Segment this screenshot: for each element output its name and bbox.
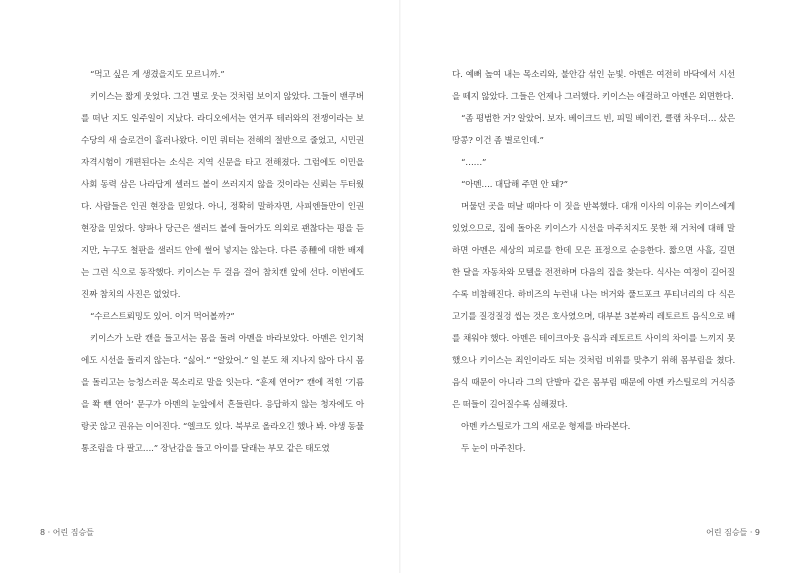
paragraph: “좀 평범한 거? 알았어. 보자. 베이크드 빈, 피밀 베이컨, 클램 차우더… 샀은 땅콩? 이건 좀 별로인데.” (452, 114, 735, 146)
page-footer: 8 · 어린 짐승들 (40, 528, 94, 537)
paragraph: 다. 예뻐 높여 내는 목소리와, 불안감 섞인 눈빛. 아멘은 여전히 바닥에서 시선을 떼지 않았다. 그들은 언제나 그러했다. 키이스는 애걸하고 아멘은 외면한다. (452, 70, 735, 102)
paragraph: “……” (461, 158, 487, 168)
right-page-text (452, 64, 735, 460)
paragraph: 머물던 곳을 떠날 때마다 이 짓을 반복했다. 대개 이사의 이유는 키이스에게 있었으므로, 집에 돌아온 키이스가 시선을 마주치지도 못한 채 거처에 대해 말하면 아멘은 세상의 피로를 한데 모은 표정으로 순응한다. 짧으면 사흘, 길면 한 달을 자동차와 모텔을 전전하며 다음의 집을 찾는다. 식사는 여정이 길어질수록 비참해진다. 하비즈의 누런내 나는 버거와 풀드포크 푸티너리의 다 식은 고기를 질겅질겅 씹는 것은 호사였으며, 대부분 3분짜리 레토르트 음식으로 배를 채워야 했다. 아멘은 테이크아웃 음식과 레토르트 사이의 차이를 느끼지 못했으나 키이스는 죄인이라도 되는 것처럼 비위를 맞추기 위해 몸부림을 쳤다. 음식 때문이 아니라 그의 단발마 같은 몸부림 때문에 아멘 카스틸로의 거식증은 떠들이 길어질수록 심해졌다. (452, 202, 735, 410)
left-page-text (81, 64, 364, 460)
paragraph: “아멘…. 대답해 주면 안 돼?” (461, 180, 568, 190)
paragraph: 두 눈이 마주친다. (461, 444, 526, 454)
paragraph: 아멘 카스틸로가 그의 새로운 형제를 바라본다. (461, 422, 631, 432)
paragraph: 키이스는 짧게 웃었다. 그건 별로 웃는 것처럼 보이지 않았다. 그들이 밴쿠버를 떠난 지도 일주일이 지났다. 라디오에서는 연거푸 테러와의 전쟁이라는 보수당의 새 슬로건이 흘러나왔다. 이민 쿼터는 전해의 절반으로 줄었고, 시민권 자격시험이 개편된다는 소식은 지역 신문을 타고 전해졌다. 그럼에도 이민을 사회 동력 삼은 나라답게 셀러드 볼이 쓰러지지 않을 것이라는 신뢰는 두터웠다. 사람들은 인권 현장을 믿었다. 아니, 정확히 말하자면, 사피엔들만이 인권 현장을 믿었다. 양파나 당근은 샐러드 볼에 들어가도 의외로 괜찮다는 평을 듣지만, 누구도 철판을 샐러드 안에 썰어 넣지는 않는다. 다른 종種에 대한 배제는 그런 식으로 동작했다. 키이스는 두 걸음 걸어 참치캔 앞에 선다. 이번에도 진짜 참치의 사진은 없었다. (81, 92, 364, 300)
paragraph: “먹고 싶은 게 생겼을지도 모르니까.” (90, 70, 225, 80)
paragraph: 키이스가 노란 캔을 들고서는 몸을 돌려 아멘을 바라보았다. 아멘은 인기척에도 시선을 돌리지 않는다. “싫어.” “알았어.” 일 분도 채 지나지 않아 다시 몸을 돌리고는 능청스러운 목소리로 말을 잇는다. “훈제 연어?” 캔에 적힌 ‘기름을 쫙 뺀 연어’ 문구가 아멘의 눈앞에서 흔들린다. 응답하지 않는 청자에도 아랑곳 않고 권유는 이어진다. “엘크도 있다. 북부로 올라오긴 했나 봐. 야생 동물 통조림을 다 팔고….” 장난감을 들고 아이를 달래는 부모 같은 태도였 (81, 334, 364, 454)
right-page (400, 0, 800, 573)
paragraph: “수르스트뢰밍도 있어. 이거 먹어볼까?” (90, 312, 235, 322)
page-footer: 어린 짐승들 · 9 (706, 528, 760, 537)
